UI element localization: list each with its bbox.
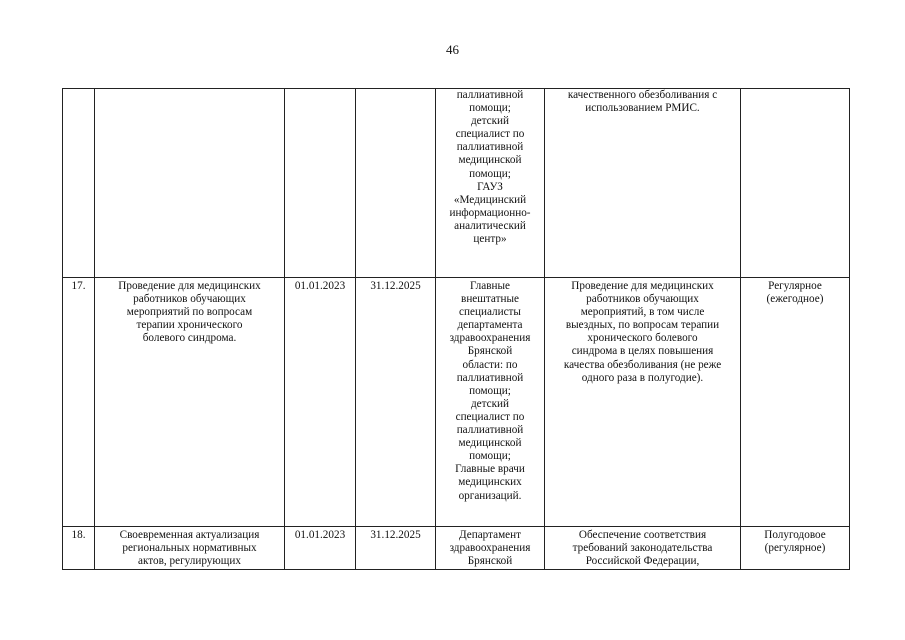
start-date-cell: 01.01.2023 (285, 278, 356, 527)
periodicity-cell: Полугодовое (регулярное) (741, 527, 850, 570)
executors-cell: Департамент здравоохранения Брянской (436, 527, 545, 570)
result-cell: качественного обезболивания с использованием РМИС. (545, 89, 741, 278)
periodicity-cell (741, 89, 850, 278)
table-row (63, 527, 850, 570)
event-cell: Своевременная актуализация региональных нормативных актов, регулирующих (95, 527, 285, 570)
start-date-cell: 01.01.2023 (285, 527, 356, 570)
event-cell: Проведение для медицинских работников обучающих мероприятий по вопросам терапии хронического болевого синдрома. (95, 278, 285, 527)
table-row (63, 89, 850, 278)
row-number (63, 89, 95, 278)
row-number: 18. (63, 527, 95, 570)
executors-cell: Главные внештатные специалисты департамента здравоохранения Брянской области: по паллиативной помощи; детский специалист по паллиативной медицинской помощи; Главные врачи медицинских организаций. (436, 278, 545, 527)
result-cell: Обеспечение соответствия требований законодательства Российской Федерации, (545, 527, 741, 570)
page-number: 46 (446, 42, 459, 57)
start-date-cell (285, 89, 356, 278)
table-row (63, 278, 850, 527)
result-cell: Проведение для медицинских работников обучающих мероприятий, в том числе выездных, по вопросам терапии хронического болевого синдрома в целях повышения качества обезболивания (не реже одного раза в полугодие). (545, 278, 741, 527)
end-date-cell (356, 89, 436, 278)
row-number: 17. (63, 278, 95, 527)
periodicity-cell: Регулярное (ежегодное) (741, 278, 850, 527)
end-date-cell: 31.12.2025 (356, 278, 436, 527)
event-cell (95, 89, 285, 278)
activity-table (62, 88, 850, 570)
executors-cell: паллиативной помощи; детский специалист по паллиативной медицинской помощи; ГАУЗ «Медицинский информационно- аналитический центр» (436, 89, 545, 278)
end-date-cell: 31.12.2025 (356, 527, 436, 570)
